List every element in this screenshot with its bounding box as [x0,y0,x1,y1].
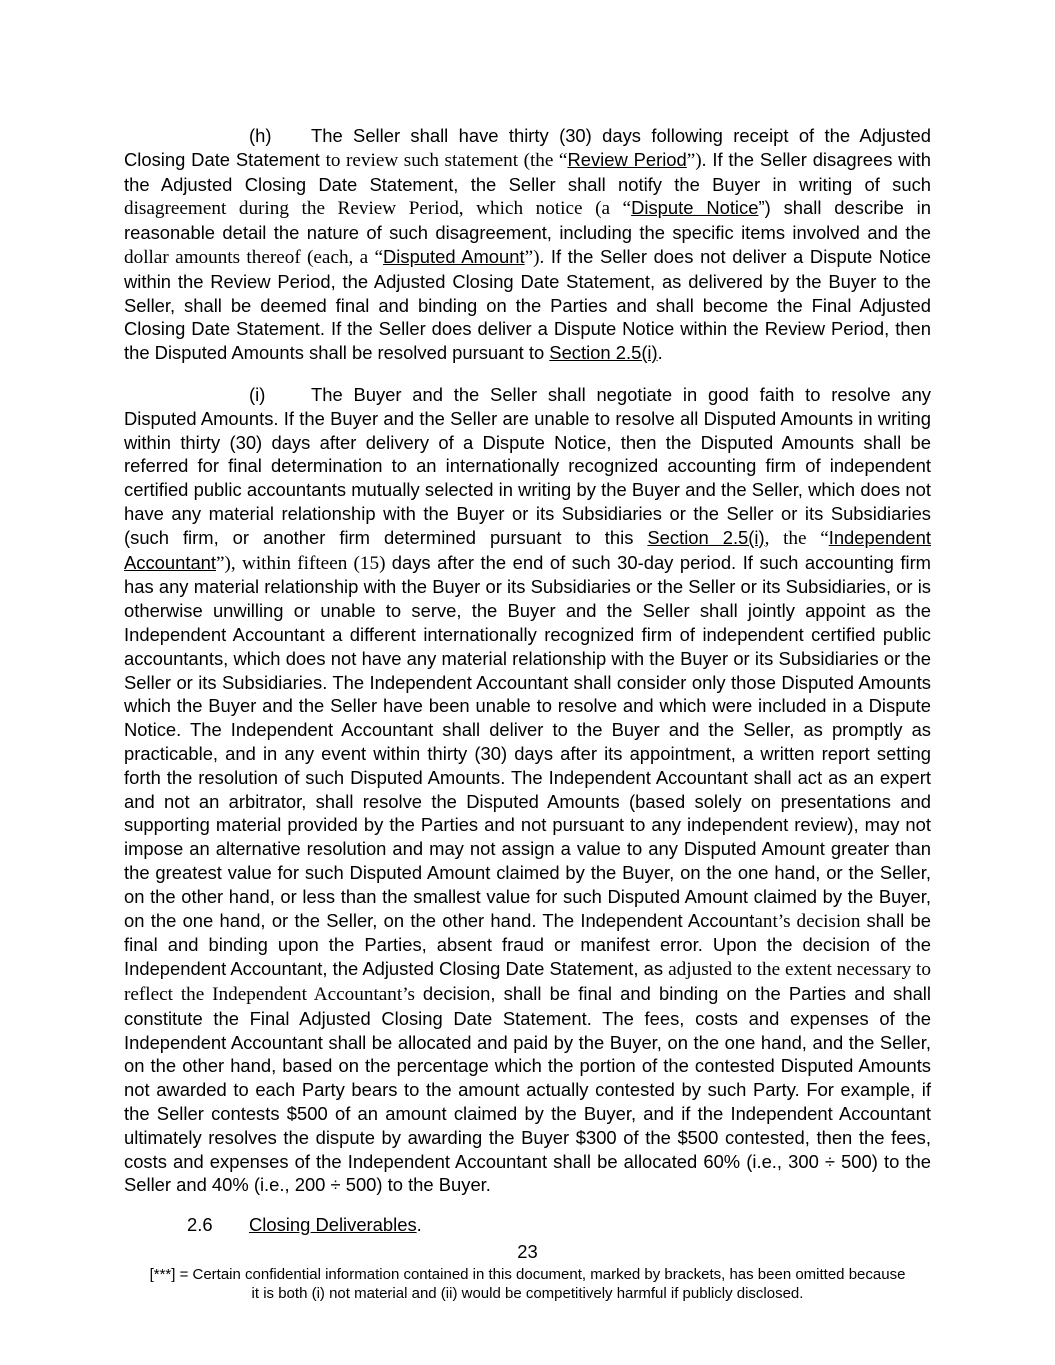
confidentiality-footer [100,1265,955,1303]
text-run: disagreement during the Review Period, which notice (a “ [124,198,632,220]
section-number: 2.6 [187,1214,213,1235]
defined-term-review-period: Review Period [567,148,687,170]
text-run: to review such statement (the “ [325,149,568,171]
text-run: ”). [524,246,545,268]
footer-line: [***] = Certain confidential information contained in this document, marked by brackets, has been omitted because [149,1266,906,1283]
text-run: If the Seller does not deliver a Dispute Notice within the Review Period, the Adjusted Closing Date Statement, as delivered by the Buyer to the Seller, shall be deemed final and binding on the Parties and shall become the Final Adjusted Closing Date Statement. If the Seller does deliver a Dispute Notice within the Review Period, then the Disputed Amounts shall be resolved pursuant to [124,245,932,364]
section-title-period: . [416,1214,422,1235]
text-run: The Seller shall have thirty (30) days following receipt of the Adjusted Closing Date Statement [124,125,931,170]
defined-term-independent-accountant: Independent Accountant [124,526,931,573]
paragraph-label-h: (h) [249,125,272,146]
text-run: adjusted to the extent necessary to reflect the Independent Accountant’s [124,959,931,1005]
section-reference[interactable]: Section 2.5(i) [549,342,658,364]
text-run: ”). [686,149,707,171]
text-run: , the “ [764,527,829,549]
text-run: ”), within fifteen (15) [216,552,392,574]
text-run: ”) shall describe in reasonable detail the nature of such disagreement, including the specific items involved and the [124,197,931,244]
page-number: 23 [517,1241,538,1262]
text-run: decision, shall be final and binding on the Parties and shall constitute the Final Adjusted Closing Date Statement. The fees, costs and expenses of the Independent Accountant shall be allocated and paid by the Buyer, on the one hand, and the Seller, on the other hand, based on the percentage which the portion of the contested Disputed Amounts not awarded to each Party bears to the amount actually contested by such Party. For example, if the Seller contests $500 of an amount claimed by the Buyer, and if the Independent Accountant ultimately resolves the dispute by awarding the Buyer $300 of the $500 contested, then the fees, costs and expenses of the Independent Accountant shall be allocated 60% (i.e., 300 ÷ 500) to the Seller and 40% (i.e., 200 ÷ 500) to the Buyer. [124,982,931,1196]
paragraph-i [124,383,931,1197]
text-run: shall be final and binding upon the Parties, absent fraud or manifest error. Upon the decision of the Independent Accountant, the Adjusted Closing Date Statement, as [124,909,931,980]
section-title: Closing Deliverables [249,1214,417,1235]
text-run: days after the end of such 30-day period. If such accounting firm has any material relationship with the Buyer or its Subsidiaries or the Seller or its Subsidiaries, or is otherwise unwilling or unable to serve, the Buyer and the Seller shall jointly appoint as the Independent Accountant a different internationally recognized firm of independent certified public accountants, which does not have any material relationship with the Buyer or its Subsidiaries or the Seller or its Subsidiaries. The Independent Accountant shall consider only those Disputed Amounts which the Buyer and the Seller have been unable to resolve and which were included in a Dispute Notice. The Independent Accountant shall deliver to the Buyer and the Seller, as promptly as practicable, and in any event within thirty (30) days after its appointment, a written report setting forth the resolution of such Disputed Amounts. The Independent Accountant shall act as an expert and not an arbitrator, shall resolve the Disputed Amounts (based solely on presentations and supporting material provided by the Parties and not pursuant to any independent review), may not impose an alternative resolution and may not assign a value to any Disputed Amount greater than the greatest value for such Disputed Amount claimed by the Buyer, on the one hand, or the Seller, on the other hand, or less than the smallest value for such Disputed Amount claimed by the Buyer, on the one hand, or the Seller, on the other hand. The Independent Account [124,551,932,931]
text-run: . [657,342,663,364]
text-run: If the Seller disagrees with the Adjusted Closing Date Statement, the Seller shall notify the Buyer in writing of such [124,148,931,195]
defined-term-dispute-notice: Dispute Notice [631,197,759,219]
text-run: ant’s decision [754,910,867,932]
footer-line: it is both (i) not material and (ii) would be competitively harmful if publicly disclosed. [251,1285,804,1302]
defined-term-disputed-amount: Disputed Amount [383,245,525,267]
section-reference[interactable]: Section 2.5(i) [647,526,765,548]
paragraph-label-i: (i) [249,384,266,405]
section-heading [187,1213,422,1237]
text-run: The Buyer and the Seller shall negotiate in good faith to resolve any Disputed Amounts. If the Buyer and the Seller are unable to resolve all Disputed Amounts in writing within thirty (30) days after delivery of a Dispute Notice, then the Disputed Amounts shall be referred for final determination to an internationally recognized accounting firm of independent certified public accountants mutually selected in writing by the Buyer and the Seller, which does not have any material relationship with the Buyer or its Subsidiaries or the Seller or its Subsidiaries (such firm, or another firm determined pursuant to this [124,384,931,548]
text-run: dollar amounts thereof (each, a “ [124,246,384,268]
paragraph-h [124,124,931,365]
